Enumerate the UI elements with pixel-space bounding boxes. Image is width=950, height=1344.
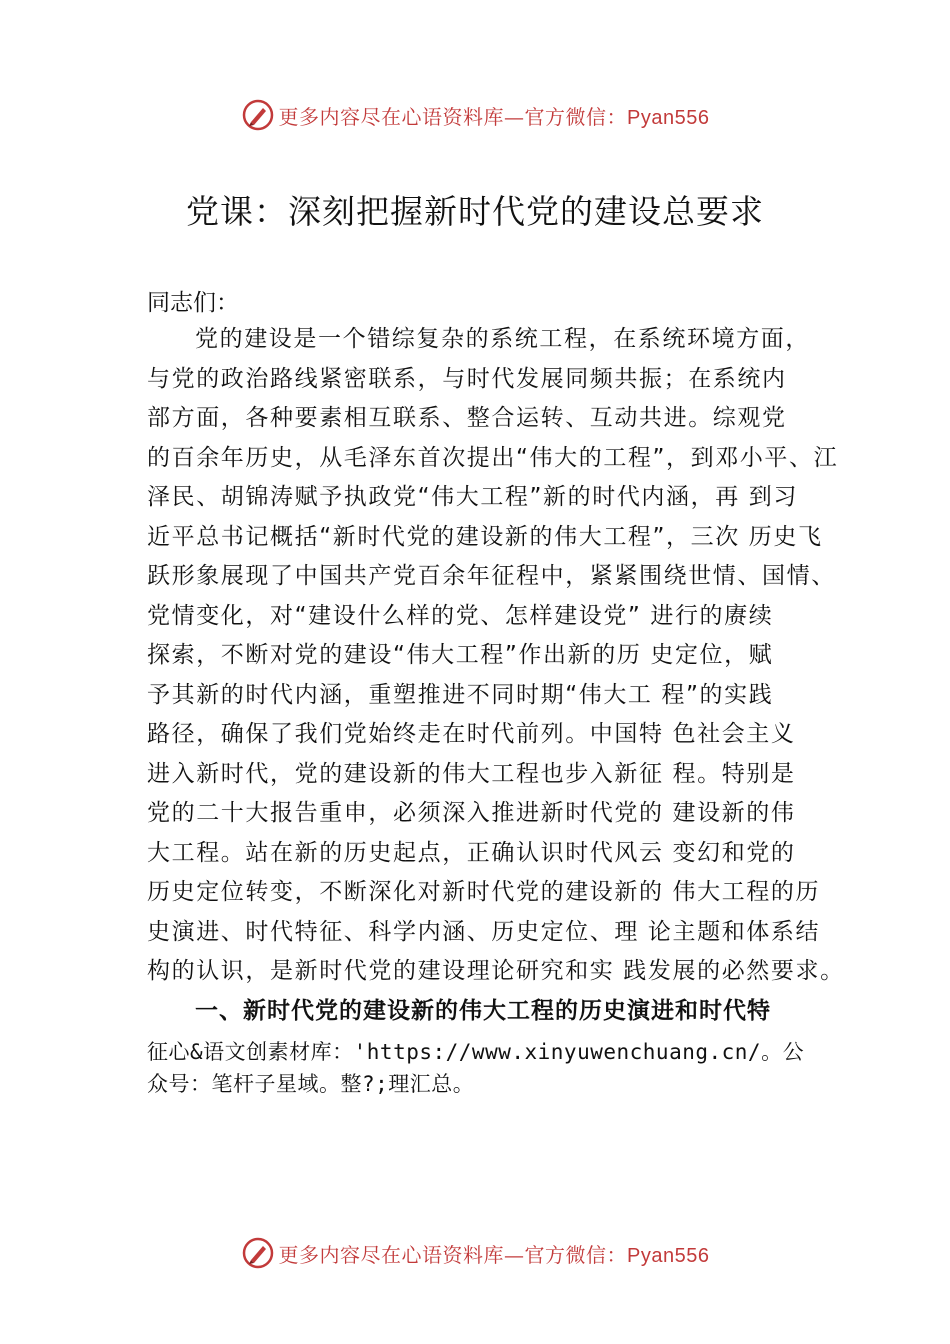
source-line: 征心&语文创素材库：'https://www.xinyuwenchuang.cn/。公: [147, 1040, 805, 1064]
paragraph-line: 史演进、时代特征、科学内涵、历史定位、理 论主题和体系结: [147, 918, 821, 945]
pen-logo-icon: [241, 1236, 275, 1270]
paragraph-line: 与党的政治路线紧密联系，与时代发展同频共振；在系统内: [147, 365, 787, 392]
paragraph-line: 探索，不断对党的建设“伟大工程”作出新的历 史定位，赋: [147, 642, 774, 668]
paragraph-line: 构的认识，是新时代党的建设理论研究和实 践发展的必然要求。: [147, 958, 845, 984]
body-paragraph: [147, 320, 847, 992]
source-note: [147, 1036, 847, 1100]
source-line: 众号：笔杆子星域。整?;理汇总。: [147, 1072, 475, 1096]
banner-text: 更多内容尽在心语资料库—官方微信：Pyan556: [278, 104, 710, 129]
paragraph-line: 近平总书记概括“新时代党的建设新的伟大工程”，三次 历史飞: [147, 523, 823, 550]
paragraph-line: 泽民、胡锦涛赋予执政党“伟大工程”新的时代内涵，再 到习: [147, 484, 798, 510]
paragraph-line: 党情变化，对“建设什么样的党、怎样建设党” 进行的赓续: [147, 602, 774, 629]
paragraph-line: 大工程。站在新的历史起点，正确认识时代风云 变幻和党的: [147, 839, 796, 866]
paragraph-line: 跃形象展现了中国共产党百余年征程中，紧紧围绕世情、国情、: [147, 563, 836, 589]
banner-text: 更多内容尽在心语资料库—官方微信：Pyan556: [278, 1242, 710, 1267]
paragraph-line: 党的二十大报告重申，必须深入推进新时代党的 建设新的伟: [147, 800, 796, 826]
paragraph-line: 党的建设是一个错综复杂的系统工程，在系统环境方面，: [195, 326, 810, 352]
salutation: 同志们：: [147, 290, 239, 316]
header-banner: [0, 95, 950, 135]
paragraph-line: 进入新时代，党的建设新的伟大工程也步入新征 程。特别是: [147, 760, 796, 787]
paragraph-line: 的百余年历史，从毛泽东首次提出“伟大的工程”，到邓小平、江: [147, 444, 839, 471]
pen-logo-icon: [241, 98, 275, 132]
paragraph-line: 予其新的时代内涵，重塑推进不同时期“伟大工 程”的实践: [147, 681, 774, 708]
footer-banner: [0, 1233, 950, 1273]
paragraph-line: 历史定位转变，不断深化对新时代党的建设新的 伟大工程的历: [147, 879, 821, 905]
page-title: 党课：深刻把握新时代党的建设总要求: [186, 192, 764, 231]
paragraph-line: 部方面，各种要素相互联系、整合运转、互动共进。综观党: [147, 405, 787, 431]
section-heading: 一、新时代党的建设新的伟大工程的历史演进和时代特: [195, 998, 771, 1024]
paragraph-line: 路径，确保了我们党始终走在时代前列。中国特 色社会主义: [147, 721, 796, 747]
